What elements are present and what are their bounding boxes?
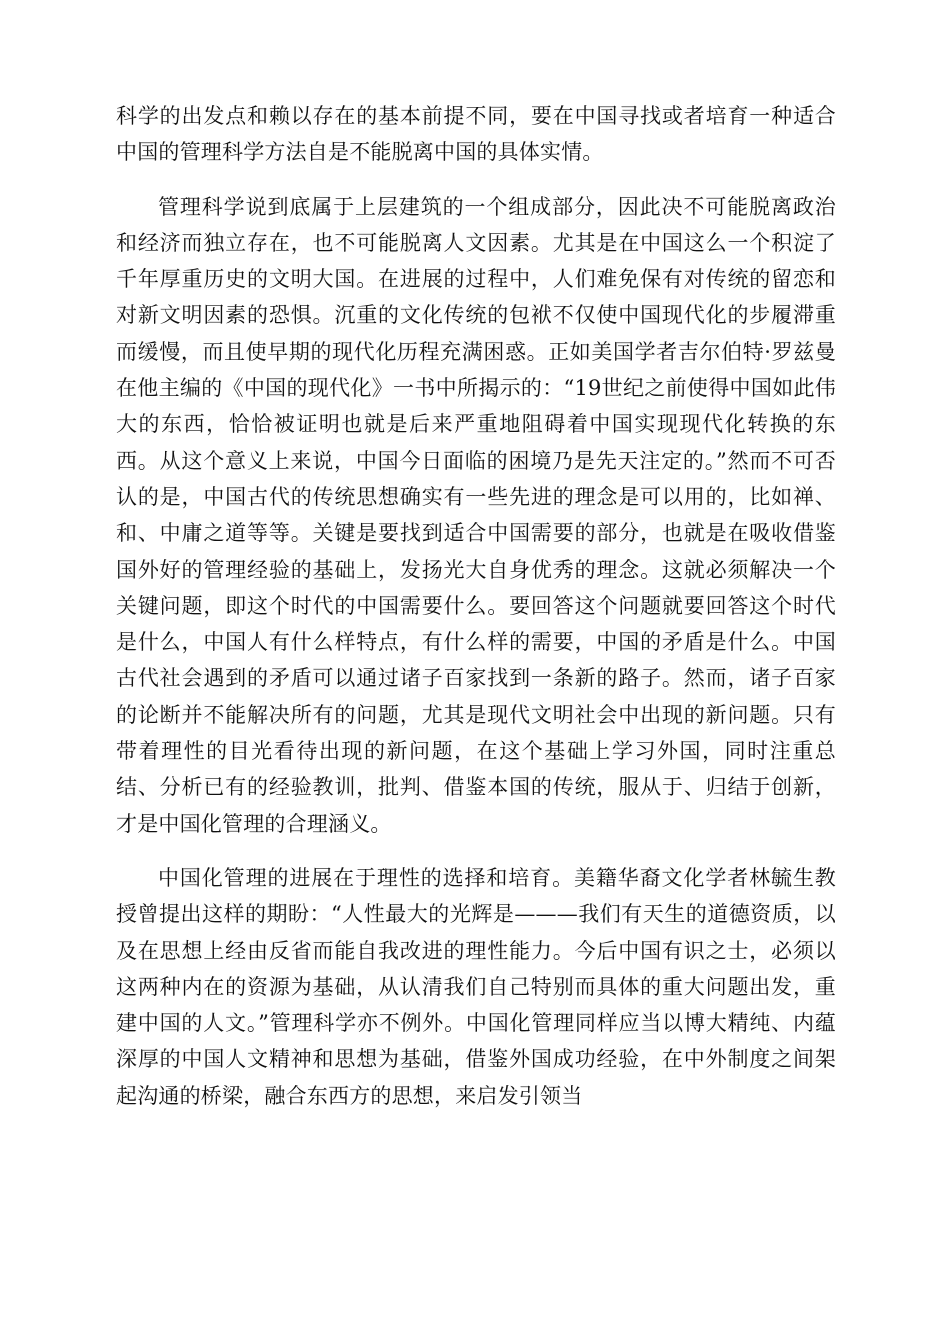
paragraph-management-science: 管理科学说到底属于上层建筑的一个组成部分，因此决不可能脱离政治和经济而独立存在，也不可能脱离人文因素。尤其是在中国这么一个积淀了千年厚重历史的文明大国。在进展的过程中，人们难免保有对传统的留恋和对新文明因素的恐惧。沉重的文化传统的包袱不仅使中国现代化的步履滞重而缓慢，而且使早期的现代化历程充满困惑。正如美国学者吉尔伯特·罗兹曼在他主编的《中国的现代化》一书中所揭示的：“19世纪之前使得中国如此伟大的东西，恰恰被证明也就是后来严重地阻碍着中国实现现代化转换的东西。从这个意义上来说，中国今日面临的困境乃是先天注定的。”然而不可否认的是，中国古代的传统思想确实有一些先进的理念是可以用的，比如禅、和、中庸之道等等。关键是要找到适合中国需要的部分，也就是在吸收借鉴国外好的管理经验的基础上，发扬光大自身优秀的理念。这就必须解决一个关键问题，即这个时代的中国需要什么。要回答这个问题就要回答这个时代是什么，中国人有什么样特点，有什么样的需要，中国的矛盾是什么。中国古代社会遇到的矛盾可以通过诸子百家找到一条新的路子。然而，诸子百家的论断并不能解决所有的问题，尤其是现代文明社会中出现的新问题。只有带着理性的目光看待出现的新问题，在这个基础上学习外国，同时注重总结、分析已有的经验教训，批判、借鉴本国的传统，服从于、归结于创新，才是中国化管理的合理涵义。 — [116, 194, 836, 836]
paragraph-rational-choice: 中国化管理的进展在于理性的选择和培育。美籍华裔文化学者林毓生教授曾提出这样的期盼：“人性最大的光辉是———我们有天生的道德资质，以及在思想上经由反省而能自我改进的理性能力。今后中国有识之士，必须以这两种内在的资源为基础，从认清我们自己特别而具体的重大问题出发，重建中国的人文。”管理科学亦不例外。中国化管理同样应当以博大精纯、内蕴深厚的中国人文精神和思想为基础，借鉴外国成功经验，在中外制度之间架起沟通的桥梁，融合东西方的思想，来启发引领当 — [116, 865, 836, 1108]
document-page — [116, 98, 836, 1114]
paragraph-continued: 科学的出发点和赖以存在的基本前提不同，要在中国寻找或者培育一种适合中国的管理科学方法自是不能脱离中国的具体实情。 — [116, 104, 836, 165]
